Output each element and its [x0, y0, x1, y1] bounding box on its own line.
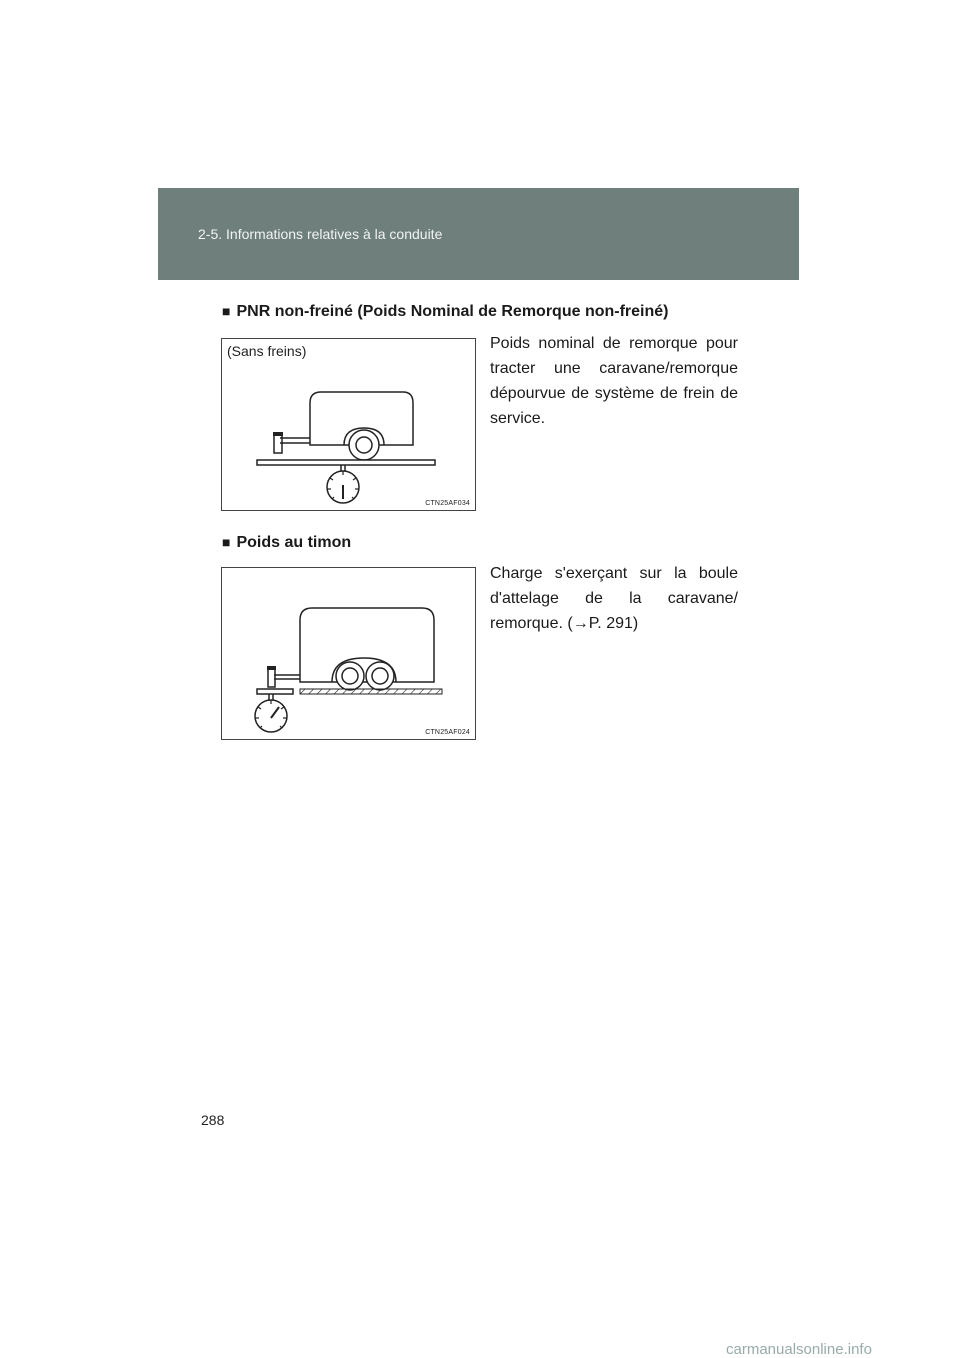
- trailer-drawbar-scale-illustration: [222, 568, 477, 741]
- square-bullet-icon: ■: [222, 303, 231, 319]
- footer-watermark: carmanualsonline.info: [726, 1341, 872, 1358]
- square-bullet-icon: ■: [222, 534, 231, 550]
- page-number: 288: [201, 1112, 225, 1128]
- figure-drawbar-weight: [221, 567, 476, 740]
- section-heading-unbraked: [222, 303, 669, 321]
- page-header: [158, 188, 799, 280]
- section-text-drawbar-weight: Charge s'exerçant sur la boule d'attelage de la caravane/ remorque. (→P. 291): [490, 565, 738, 632]
- figure-label: (Sans freins): [227, 343, 307, 359]
- section-heading-drawbar-weight: [222, 534, 351, 552]
- figure-code: CTN25AF024: [425, 729, 470, 736]
- header-title: 2-5. Informations relatives à la conduite: [198, 226, 443, 242]
- section-heading-text: Poids au timon: [236, 534, 352, 551]
- trailer-scale-illustration: [222, 339, 477, 512]
- section-text-unbraked: Poids nominal de remorque pour tracter une caravane/remorque dépourvue de système de frein de service.: [490, 335, 738, 427]
- section-heading-text: PNR non-freiné (Poids Nominal de Remorque non-freiné): [236, 303, 669, 320]
- figure-unbraked-trailer: [221, 338, 476, 511]
- figure-code: CTN25AF034: [425, 500, 470, 507]
